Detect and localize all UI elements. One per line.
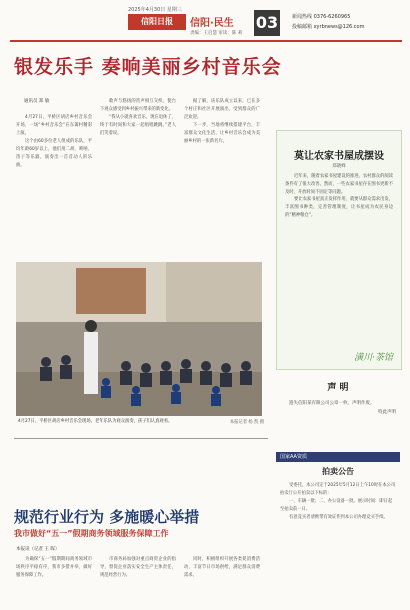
second-column-3: [184, 556, 260, 604]
auction-notice: [276, 452, 400, 602]
photo-credit: 本报记者 杨 凯 摄: [229, 420, 264, 425]
notice-title: 声 明: [327, 383, 349, 393]
commentary-sidebar: [276, 130, 402, 370]
lead-column-2: [100, 98, 176, 260]
lead-column-3: [184, 98, 260, 260]
lead-paragraph: 据了解，该乐队成立以来，已在多个村庄和社区开展演出，受到群众的广泛欢迎。: [184, 99, 260, 120]
notice-signature: 特此声明: [378, 409, 396, 415]
sidebar-title: 莫让农家书屋成摆设: [294, 151, 384, 162]
section-divider: [14, 438, 268, 439]
second-byline: 本报讯（记者 王 晖）: [16, 547, 60, 552]
lead-paragraph: 歌声与悠扬的笛声相互交织，使台下观众感受到乡村振兴带来的新变化。: [100, 99, 176, 112]
lead-paragraph: 这个由60多位老人组成的乐队，平均年龄60岁以上，他们用二胡、唢呐、笛子等乐器，演奏出一首首动人的乐曲。: [16, 139, 92, 168]
second-column-2: [100, 556, 176, 604]
auction-paragraph: 有意竞买者请携带有效证件到本公司办理竞买手续。: [289, 515, 388, 520]
lead-byline: 通讯员 郑 敏: [24, 99, 50, 104]
public-notice: [276, 380, 400, 448]
second-headline: 规范行业行为 多施暖心举措: [14, 508, 200, 526]
sidebar-paragraph: 近年来，随着农家书屋建设的推进，农村群众的阅读条件有了很大改善。然而，一些农家书屋存在图书更新不及时、开放时间不固定等问题。: [285, 174, 393, 195]
photo-caption-text: 4月27日，平桥区胡店乡村音乐会现场，老年乐队为观众演奏，孩子们认真观看。: [18, 419, 173, 424]
lead-column-1: [16, 114, 92, 262]
column-stamp: 潢川·茶馆: [354, 353, 393, 363]
contact-hotline: 新闻热线 0376-6260965: [292, 14, 351, 20]
auction-title: 拍卖公告: [322, 467, 354, 476]
lead-headline: 银发乐手 奏响美丽乡村音乐会: [14, 56, 282, 78]
lead-paragraph: 4月27日，平桥区胡店乡村音乐会开场，一场“乡村音乐会”在东篱村精彩上演。: [16, 115, 92, 136]
second-paragraph: 同时，积极组织开展各类促消费活动，丰富节日市场供给，满足群众消费需求。: [184, 557, 260, 578]
photo-caption: [18, 418, 264, 426]
auction-body: [280, 482, 396, 596]
masthead: [10, 4, 402, 42]
second-paragraph: 为确保“五一”假期期间商务领域市场秩序平稳有序，我市多措并举，做好服务保障工作。: [16, 557, 92, 578]
notice-body: [280, 400, 396, 417]
sidebar-author: 郑晓峰: [332, 164, 346, 169]
issue-date: 2025年4月30日 星期三: [128, 7, 182, 13]
concert-photo-illustration: [16, 262, 262, 416]
sidebar-body: [285, 173, 393, 339]
lead-paragraph: “我从小就喜欢音乐，现在退休了，终于有时间和大家一起唱唱跳跳。”老人们笑着说。: [100, 115, 176, 136]
auction-banner: [276, 452, 400, 462]
concert-photo: [16, 262, 262, 416]
auction-paragraph: 受委托，本公司定于2025年5月12日上午10时在本公司拍卖厅公开拍卖以下标的：: [280, 483, 396, 496]
section-name: 信阳·民生: [190, 18, 234, 29]
second-column-1: [16, 556, 92, 604]
page-number: 03: [254, 10, 280, 36]
second-paragraph: 市商务局加强对重点商贸企业的指导，督促企业落实安全生产主体责任，规范经营行为。: [100, 557, 176, 578]
auction-paragraph: 一、车辆一批；二、办公设备一批。展示时间：即日起至拍卖前一日。: [280, 499, 393, 512]
notice-text: 遗失信阳某有限公司公章一枚，声明作废。: [289, 401, 375, 406]
auction-banner-label: 国家AA资质: [280, 454, 307, 460]
sidebar-paragraph: 要让农家书屋真正发挥作用，就要从群众需求出发，丰富图书种类，完善管理制度，让书屋成为农民身边的“精神粮仓”。: [285, 197, 393, 218]
contact-info: [292, 12, 365, 32]
contact-email: 投稿邮箱 xyrbnews@126.com: [292, 24, 365, 30]
lead-paragraph: 下一步，当地将继续搭建平台，丰富群众文化生活，让乡村音乐会成为美丽乡村的一张新名片。: [184, 123, 260, 144]
second-subhead: 我市做好“五一”假期商务领域服务保障工作: [14, 529, 169, 538]
newspaper-logo: 信阳日报: [128, 14, 186, 30]
editors-line: 责编：王启慧 审读：陈 莉: [190, 31, 243, 36]
